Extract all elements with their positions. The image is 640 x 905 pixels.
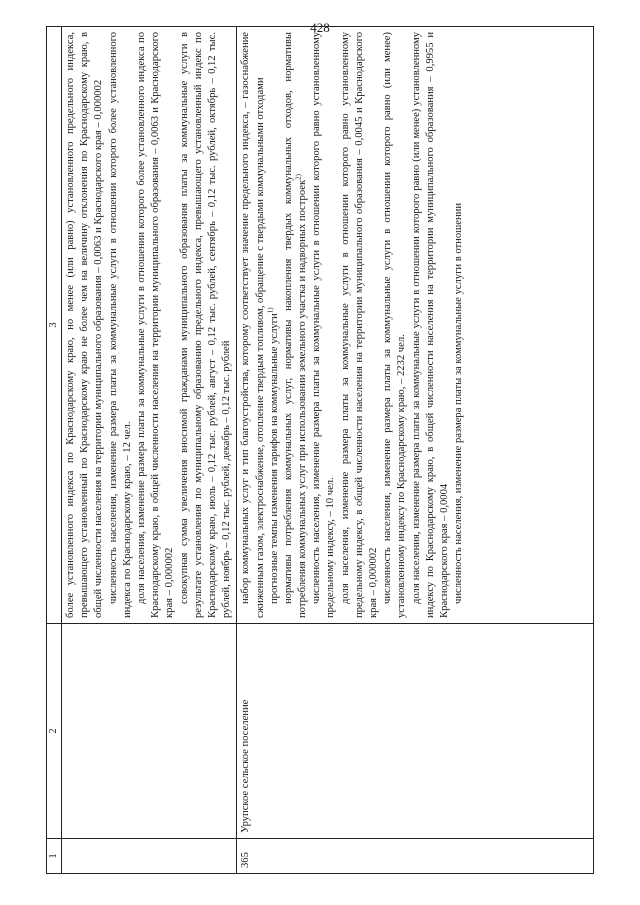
paragraph: численность населения, изменение размера платы за коммунальные услуги в отношении bbox=[453, 202, 465, 604]
paragraph: набор коммунальных услуг и тип благоустройства, которому соответствует значение предельного индекса, – газоснабжение сжиженным газом, электроснабжение, отопление твердым топливом, обращение с твердыми коммунальными отходами bbox=[240, 32, 266, 618]
page-number: 428 bbox=[310, 20, 330, 35]
paragraph: совокупная сумма увеличения вносимой гражданами муниципального образования платы за коммунальные услуги в результате установления по муниципальному образованию предельного индекса, превышающего установленный индекс по Краснодарскому краю, июль – 0,12 тыс. рублей, август – 0,12 тыс. рублей, сентябрь – 0,12 тыс. рублей, октябрь – 0,12 тыс. рублей, ноябрь – 0,12 тыс. рублей, декабрь – 0,12 тыс. рублей bbox=[178, 32, 233, 618]
table-rotated bbox=[46, 32, 594, 874]
paragraph: доля населения, изменение размера платы за коммунальные услуги в отношении которого более установленного индекса по Краснодарскому краю, в общей численности населения на территории муниципального образования – 0,0063 и Краснодарского края – 0,000002 bbox=[136, 32, 176, 618]
paragraph: численность населения, изменение размера платы за коммунальные услуги в отношении которого равно установленному предельному индексу, – 10 чел. bbox=[311, 32, 337, 618]
rotated-table-area bbox=[46, 32, 594, 874]
paragraph bbox=[268, 32, 282, 618]
row2-number-cell: 365 bbox=[237, 839, 594, 874]
paragraph-text: прогнозные темпы изменения тарифов на коммунальные услуги bbox=[268, 313, 280, 604]
data-table bbox=[46, 26, 594, 874]
row1-name-cell bbox=[62, 624, 237, 839]
paragraph bbox=[282, 32, 310, 618]
table-row-365 bbox=[237, 27, 594, 874]
row1-description-cell bbox=[62, 27, 237, 624]
row2-description-cell bbox=[237, 27, 594, 624]
footnote-mark-2: 2) bbox=[294, 174, 303, 180]
table-header-row bbox=[47, 27, 62, 874]
table-row-continuation bbox=[62, 27, 237, 874]
row2-name-cell: Урупское сельское поселение bbox=[237, 624, 594, 839]
header-cell-2: 2 bbox=[47, 624, 62, 839]
header-cell-3: 3 bbox=[47, 27, 62, 624]
header-cell-1: 1 bbox=[47, 839, 62, 874]
row1-number-cell bbox=[62, 839, 237, 874]
paragraph: численность населения, изменение размера платы за коммунальные услуги в отношении которого более установленного индекса по Краснодарскому краю, – 12 чел. bbox=[107, 32, 133, 618]
footnote-mark-1: 1) bbox=[266, 307, 275, 314]
paragraph: доля населения, изменение размера платы за коммунальные услуги в отношении которого равно установленному предельному индексу, в общей численности населения на территории муниципального образования – 0,0045 и Краснодарского края – 0,000002 bbox=[339, 32, 379, 618]
paragraph: численность населения, изменение размера платы за коммунальные услуги в отношении которого равно (или менее) установленному индексу по Краснодарскому краю, – 2232 чел. bbox=[382, 32, 408, 618]
paragraph: более установленного индекса по Краснодарскому краю, но менее (или равно) установленного предельного индекса, превышающего установленный по Краснодарскому краю не более чем на величину отклонения по Краснодарскому краю, в общей численности населения на территории муниципального образования – 0,0063 и Краснодарского края – 0,000002 bbox=[65, 32, 105, 618]
paragraph-text: нормативы потребления коммунальных услуг, нормативы накопления твердых коммунальных отходов, нормативы потребления коммунальных услуг при использовании земельного участка и надворных построек bbox=[282, 32, 309, 618]
paragraph: доля населения, изменение размера платы за коммунальные услуги в отношении которого равно (или менее) установленному индексу по Краснодарскому краю, в общей численности населения на территории муниципального образования – 0,9955 и Краснодарского края – 0,0004 bbox=[410, 32, 450, 618]
